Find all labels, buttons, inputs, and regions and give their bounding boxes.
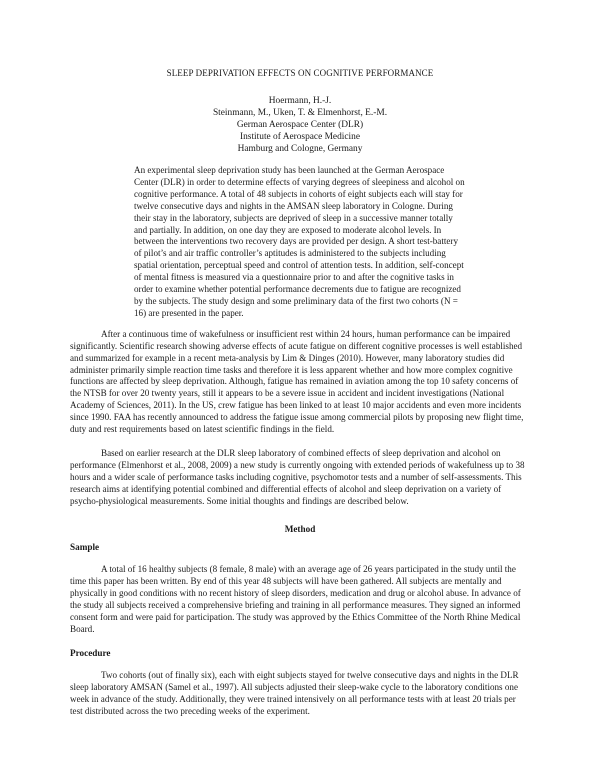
- subsection-heading-sample: Sample: [70, 542, 100, 553]
- affiliation-line: German Aerospace Center (DLR): [236, 120, 364, 130]
- paper-title: SLEEP DEPRIVATION EFFECTS ON COGNITIVE PERFORMANCE: [166, 68, 434, 78]
- affiliation-line: Institute of Aerospace Medicine: [239, 132, 360, 142]
- intro-paragraph: After a continuous time of wakefulness or insufficient rest within 24 hours, human performance can be impaired significantly. Scientific research showing adverse effects of acute fatigue on different cognitive processes is well established and summarized for example in a recent meta-analysis by Lim & Dinges (2010). However, many laboratory studies did administer primarily simple reaction time tasks and therefore it is less apparent whether and how more complex cognitive functions are affected by sleep deprivation. Although, fatigue has remained in aviation among the top 10 safety concerns of the NTSB for over 20 twenty years, still it appears to be a severe issue in accident and incident investigations (National Academy of Sciences, 2011). In the US, crew fatigue has been linked to at least 10 major accidents and even more incidents since 1990. FAA has recently announced to address the fatigue issue among commercial pilots by proposing new flight time, duty and rest requirements based on latest scientific findings in the field.: [70, 328, 524, 435]
- author-line: Hoermann, H.-J.: [268, 96, 332, 106]
- abstract: An experimental sleep deprivation study has been launched at the German Aerospace Center (DLR) in order to determine effects of varying degrees of sleepiness and alcohol on cognitive performance. A total of 48 subjects in cohorts of eight subjects each will stay for twelve consecutive days and nights in the AMSAN sleep laboratory in Cologne. During their stay in the laboratory, subjects are deprived of sleep in a successive manner totally and partially. In addition, on one day they are exposed to moderate alcohol levels. In between the interventions two recovery days are provided per design. A short test-battery of pilot’s and air traffic controller’s aptitudes is administered to the subjects including spatial orientation, perceptual speed and control of attention tests. In addition, self-concept of mental fitness is measured via a questionnaire prior to and after the cognitive tasks in order to examine whether potential performance decrements due to fatigue are recognized by the subjects. The study design and some preliminary data of the first two cohorts (N = 16) are presented in the paper.: [134, 165, 465, 318]
- subsection-heading-procedure: Procedure: [70, 647, 111, 658]
- affiliation-line: Hamburg and Cologne, Germany: [237, 144, 363, 154]
- author-block: [70, 95, 530, 155]
- author-line: Steinmann, M., Uken, T. & Elmenhorst, E.-M.: [212, 108, 388, 118]
- procedure-paragraph: Two cohorts (out of finally six), each with eight subjects stayed for twelve consecutive days and nights in the DLR sleep laboratory AMSAN (Samel et al., 1997). All subjects adjusted their sleep-wake cycle to the laboratory conditions one week in advance of the study. Additionally, they were trained intensively on all performance tests with at least 20 trials per test distributed across the two preceding weeks of the experiment.: [70, 669, 519, 716]
- intro-paragraph: Based on earlier research at the DLR sleep laboratory of combined effects of sleep deprivation and alcohol on performance (Elmenhorst et al., 2008, 2009) a new study is currently ongoing with extended periods of wakefulness up to 38 hours and a wider scale of performance tasks including cognitive, psychomotor tests and a number of self-assessments. This research aims at identifying potential combined and differential effects of alcohol and sleep deprivation on a variety of psycho-physiological measurements. Some initial thoughts and findings are described below.: [70, 447, 525, 506]
- sample-paragraph: A total of 16 healthy subjects (8 female, 8 male) with an average age of 26 years participated in the study until the time this paper has been written. By end of this year 48 subjects will have been gathered. All subjects are mentally and physically in good conditions with no recent history of sleep disorders, medication and drug or alcohol abuse. In advance of the study all subjects received a comprehensive briefing and training in all performance measures. They signed an informed consent form and were paid for participation. The study was approved by the Ethics Committee of the North Rhine Medical Board.: [70, 564, 521, 634]
- section-heading-method: Method: [284, 524, 316, 535]
